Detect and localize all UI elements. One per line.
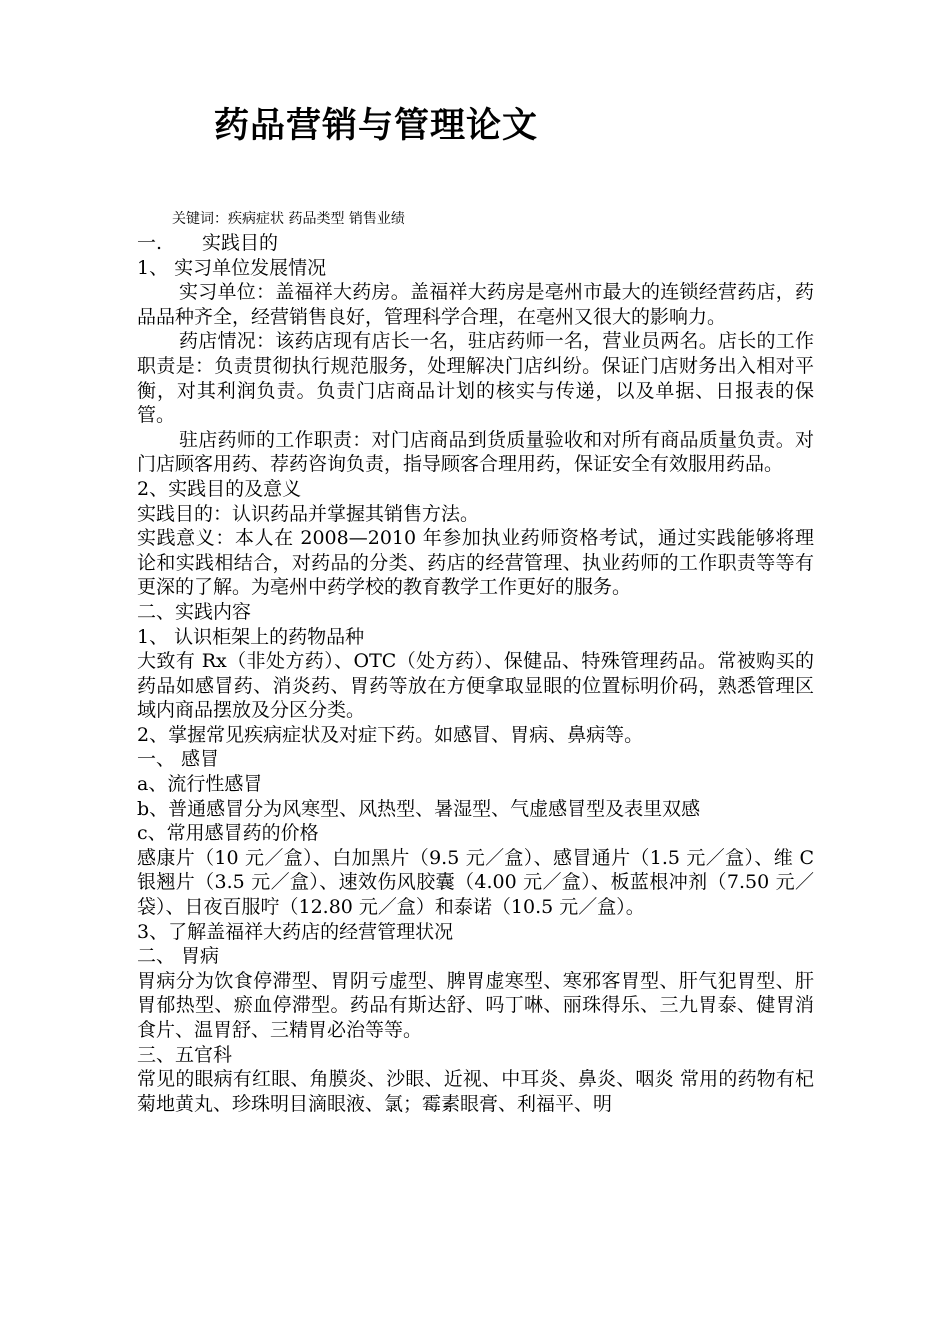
paragraph-practice-goal: 实践目的：认识药品并掌握其销售方法。	[137, 502, 480, 525]
subheading-internship-unit: 1、 实习单位发展情况	[137, 256, 327, 279]
paragraph-store-situation: 药店情况：该药店现有店长一名，驻店药师一名，营业员两名。店长的工作职责是：负责贯彻执行规范服务，处理解决门店纠纷。保证门店财务出入相对平衡，对其利润负责。负责门店商品计划的核实与传递，以及单据、日报表的保管。	[137, 330, 814, 427]
paragraph-ent: 常见的眼病有红眼、角膜炎、沙眼、近视、中耳炎、鼻炎、咽炎 常用的药物有杞菊地黄丸、珍珠明目滴眼液、氯；霉素眼膏、利福平、明	[137, 1068, 814, 1115]
document-body	[137, 231, 814, 1116]
item-cold-c: c、常用感冒药的价格	[137, 822, 319, 845]
paragraph-pharmacist-duties: 驻店药师的工作职责：对门店商品到货质量验收和对所有商品质量负责。对门店顾客用药、荐药咨询负责，指导顾客合理用药，保证安全有效服用药品。	[137, 428, 814, 476]
heading-cold: 一、 感冒	[137, 748, 220, 771]
section-title: 实践目的	[202, 232, 279, 254]
keywords-line: 关键词：疾病症状 药品类型 销售业绩	[172, 211, 405, 227]
item-cold-b: b、普通感冒分为风寒型、风热型、暑湿型、气虚感冒型及表里双感	[137, 797, 701, 820]
subheading-common-diseases: 2、掌握常见疾病症状及对症下药。如感冒、胃病、鼻病等。	[137, 723, 644, 746]
paragraph-stomach: 胃病分为饮食停滞型、胃阴亏虚型、脾胃虚寒型、寒邪客胃型、肝气犯胃型、肝胃郁热型、瘀血停滞型。药品有斯达舒、吗丁啉、丽珠得乐、三九胃泰、健胃消食片、温胃舒、三精胃必治等等。	[137, 969, 814, 1041]
paragraph-cold-prices: 感康片（10 元／盒）、白加黑片（9.5 元／盒）、感冒通片（1.5 元／盒）、维 C 银翘片（3.5 元／盒）、速效伤风胶囊（4.00 元／盒）、板蓝根冲剂（7.50 元／袋）、日夜百服咛（12.80 元／盒）和泰诺（10.5 元／盒）。	[137, 846, 814, 919]
paragraph-internship-unit: 实习单位：盖福祥大药房。盖福祥大药房是亳州市最大的连锁经营药店，药品品种齐全，经营销售良好，管理科学合理，在亳州又很大的影响力。	[137, 281, 814, 328]
section-heading-practice-purpose	[137, 231, 814, 256]
subheading-purpose-meaning: 2、实践目的及意义	[137, 477, 302, 500]
paragraph-drug-types: 大致有 Rx（非处方药）、OTC（处方药）、保健品、特殊管理药品。常被购买的药品如感冒药、消炎药、胃药等放在方便拿取显眼的位置标明价码，熟悉管理区域内商品摆放及分区分类。	[137, 650, 814, 722]
heading-ent: 三、五官科	[137, 1043, 233, 1066]
section-heading-practice-content: 二、实践内容	[137, 600, 252, 623]
paragraph-practice-meaning: 实践意义：本人在 2008—2010 年参加执业药师资格考试，通过实践能够将理论和实践相结合，对药品的分类、药店的经营管理、执业药师的工作职责等等有更深的了解。为亳州中药学校的教育教学工作更好的服务。	[137, 527, 814, 599]
section-number: 一.	[137, 232, 163, 254]
item-cold-a: a、流行性感冒	[137, 773, 263, 796]
document-title: 药品营销与管理论文	[214, 105, 539, 146]
subheading-shelf-drugs: 1、 认识柜架上的药物品种	[137, 625, 365, 648]
heading-stomach: 二、 胃病	[137, 945, 220, 968]
subheading-store-management: 3、了解盖福祥大药店的经营管理状况	[137, 920, 454, 943]
